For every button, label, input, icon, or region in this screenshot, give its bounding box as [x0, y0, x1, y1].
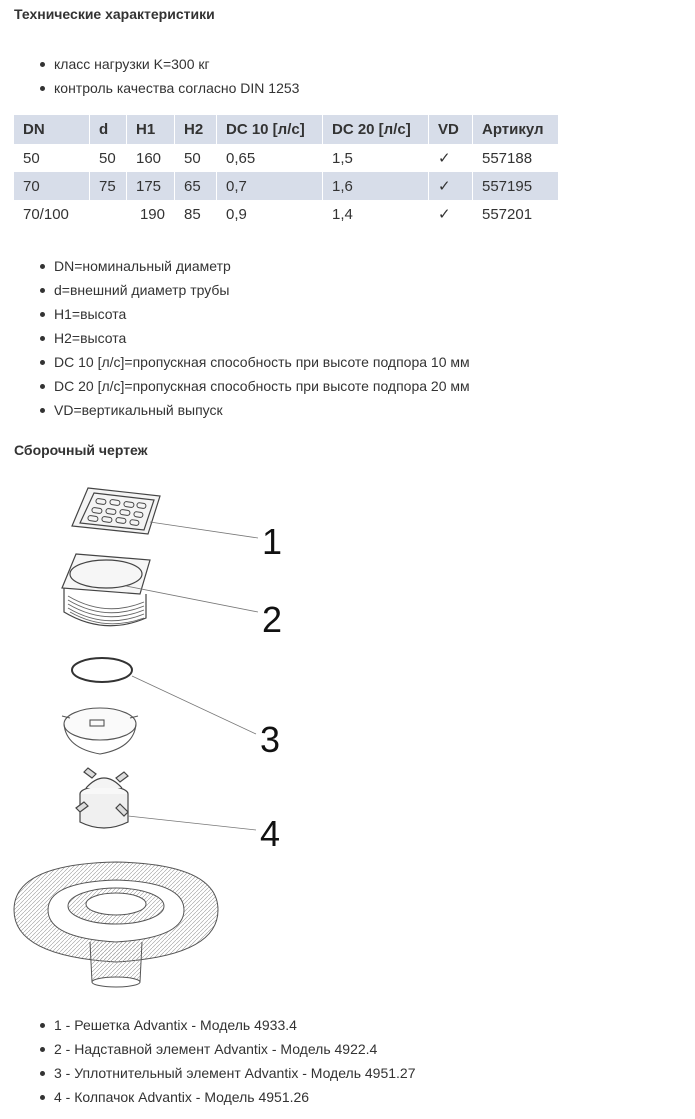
cap-part-image — [62, 708, 138, 754]
cell-vd: ✓ — [429, 144, 473, 172]
assembly-drawing — [0, 472, 320, 1002]
list-item: DC 10 [л/с]=пропускная способность при высоте подпора 10 мм — [54, 350, 470, 374]
parts-bullet-list — [0, 1013, 416, 1109]
list-item: 2 - Надставной элемент Advantix - Модель 4922.4 — [54, 1037, 416, 1061]
assembly-drawing-title: Сборочный чертеж — [14, 442, 148, 458]
cell-d: 50 — [90, 144, 127, 172]
cell-d: 75 — [90, 172, 127, 200]
drain-body-image — [14, 862, 218, 987]
cell-dc10: 0,9 — [217, 200, 323, 228]
callout-3: 3 — [260, 719, 281, 760]
cell-article: 557188 — [473, 144, 559, 172]
cell-dc20: 1,5 — [323, 144, 429, 172]
list-item: VD=вертикальный выпуск — [54, 398, 470, 422]
callout-2: 2 — [262, 599, 283, 640]
cell-h1: 160 — [127, 144, 175, 172]
list-item: 3 - Уплотнительный элемент Advantix - Модель 4951.27 — [54, 1061, 416, 1085]
extension-part-image — [62, 554, 150, 626]
cell-article: 557195 — [473, 172, 559, 200]
cell-d — [90, 200, 127, 228]
col-header-article: Артикул — [473, 115, 559, 144]
odor-trap-part-image — [76, 768, 128, 828]
list-item: 4 - Колпачок Advantix - Модель 4951.26 — [54, 1085, 416, 1109]
cell-dn: 70/100 — [14, 200, 90, 228]
leader-line-4 — [128, 816, 256, 830]
list-item: 1 - Решетка Advantix - Модель 4933.4 — [54, 1013, 416, 1037]
cell-dn: 50 — [14, 144, 90, 172]
sealing-ring-part-image — [72, 658, 132, 682]
list-item: класс нагрузки K=300 кг — [54, 52, 299, 76]
col-header-dc20: DC 20 [л/с] — [323, 115, 429, 144]
leader-line-3 — [132, 676, 256, 734]
table-row — [14, 200, 559, 228]
cell-dc10: 0,65 — [217, 144, 323, 172]
specs-table — [14, 115, 559, 228]
cell-dc20: 1,4 — [323, 200, 429, 228]
table-row — [14, 144, 559, 172]
legend-bullet-list — [0, 254, 470, 422]
cell-dc20: 1,6 — [323, 172, 429, 200]
cell-vd: ✓ — [429, 200, 473, 228]
tech-specs-title: Технические характеристики — [14, 6, 215, 22]
callout-4: 4 — [260, 813, 281, 854]
cell-article: 557201 — [473, 200, 559, 228]
table-row — [14, 172, 559, 200]
tech-bullet-list — [0, 52, 299, 100]
list-item: H2=высота — [54, 326, 470, 350]
list-item: DN=номинальный диаметр — [54, 254, 470, 278]
col-header-h1: H1 — [127, 115, 175, 144]
col-header-dc10: DC 10 [л/с] — [217, 115, 323, 144]
cell-vd: ✓ — [429, 172, 473, 200]
col-header-h2: H2 — [175, 115, 217, 144]
cell-h1: 175 — [127, 172, 175, 200]
leader-line-1 — [150, 522, 258, 538]
list-item: контроль качества согласно DIN 1253 — [54, 76, 299, 100]
cell-h1: 190 — [127, 200, 175, 228]
list-item: H1=высота — [54, 302, 470, 326]
col-header-vd: VD — [429, 115, 473, 144]
list-item: d=внешний диаметр трубы — [54, 278, 470, 302]
col-header-dn: DN — [14, 115, 90, 144]
table-header-row — [14, 115, 559, 144]
col-header-d: d — [90, 115, 127, 144]
cell-h2: 50 — [175, 144, 217, 172]
cell-h2: 85 — [175, 200, 217, 228]
cell-dc10: 0,7 — [217, 172, 323, 200]
list-item: DC 20 [л/с]=пропускная способность при высоте подпора 20 мм — [54, 374, 470, 398]
callout-1: 1 — [262, 521, 283, 562]
cell-dn: 70 — [14, 172, 90, 200]
grate-part-image — [72, 488, 160, 534]
cell-h2: 65 — [175, 172, 217, 200]
